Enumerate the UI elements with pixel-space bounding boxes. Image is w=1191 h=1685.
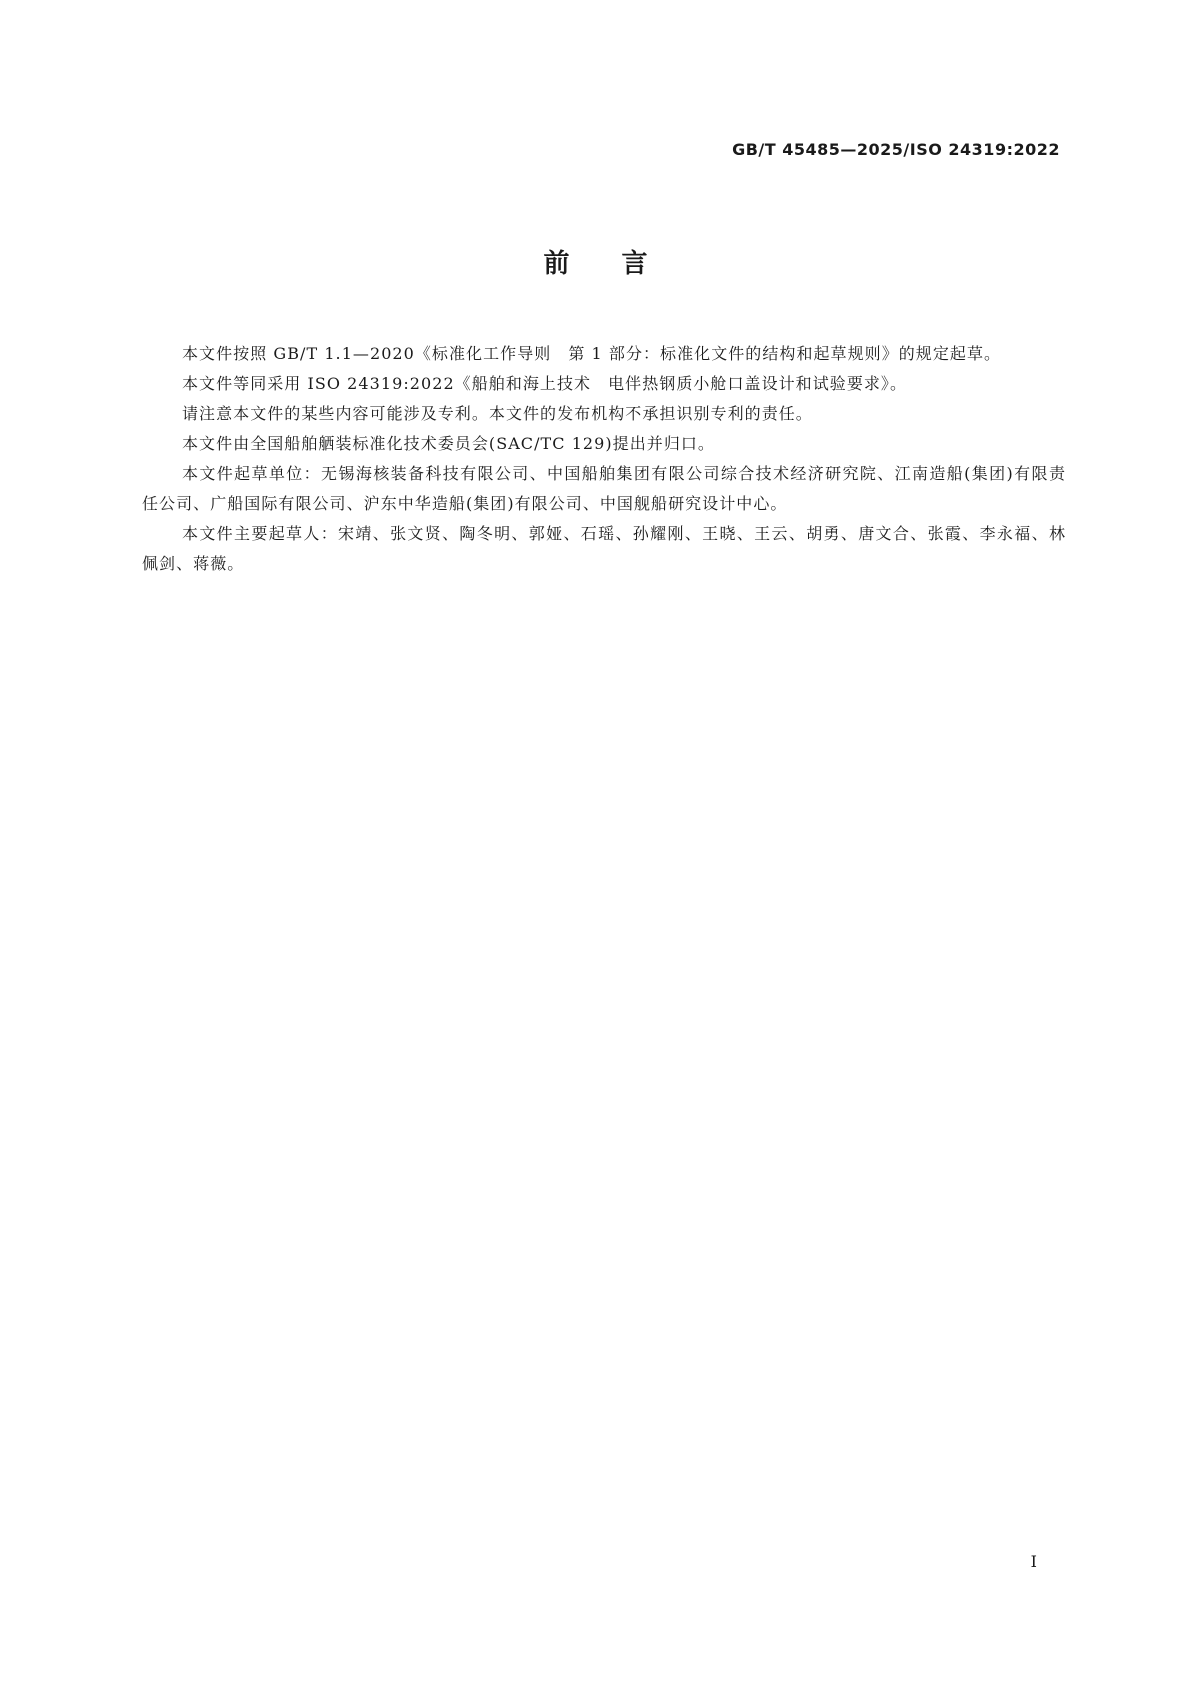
paragraph-proposer: 本文件由全国船舶舾装标准化技术委员会(SAC/TC 129)提出并归口。 bbox=[182, 434, 715, 453]
paragraph-drafting-rules: 本文件按照 GB/T 1.1—2020《标准化工作导则 第 1 部分：标准化文件的结构和起草规则》的规定起草。 bbox=[182, 344, 1002, 363]
page-title: 前言 bbox=[543, 249, 700, 279]
paragraph-adoption: 本文件等同采用 ISO 24319:2022《船舶和海上技术 电伴热钢质小舱口盖设计和试验要求》。 bbox=[182, 374, 908, 393]
paragraph-drafters: 本文件主要起草人：宋靖、张文贤、陶冬明、郭娅、石瑶、孙耀刚、王晓、王云、胡勇、唐文合、张霞、李永福、林佩剑、蒋薇。 bbox=[142, 524, 1066, 573]
paragraph-drafting-units: 本文件起草单位：无锡海核装备科技有限公司、中国船舶集团有限公司综合技术经济研究院、江南造船(集团)有限责任公司、广船国际有限公司、沪东中华造船(集团)有限公司、中国舰船研究设计中心。 bbox=[142, 464, 1066, 513]
foreword-body bbox=[142, 339, 1066, 579]
paragraph-patent-notice: 请注意本文件的某些内容可能涉及专利。本文件的发布机构不承担识别专利的责任。 bbox=[182, 404, 813, 423]
page-number: I bbox=[1030, 1552, 1037, 1571]
standard-number: GB/T 45485—2025/ISO 24319:2022 bbox=[732, 140, 1060, 159]
